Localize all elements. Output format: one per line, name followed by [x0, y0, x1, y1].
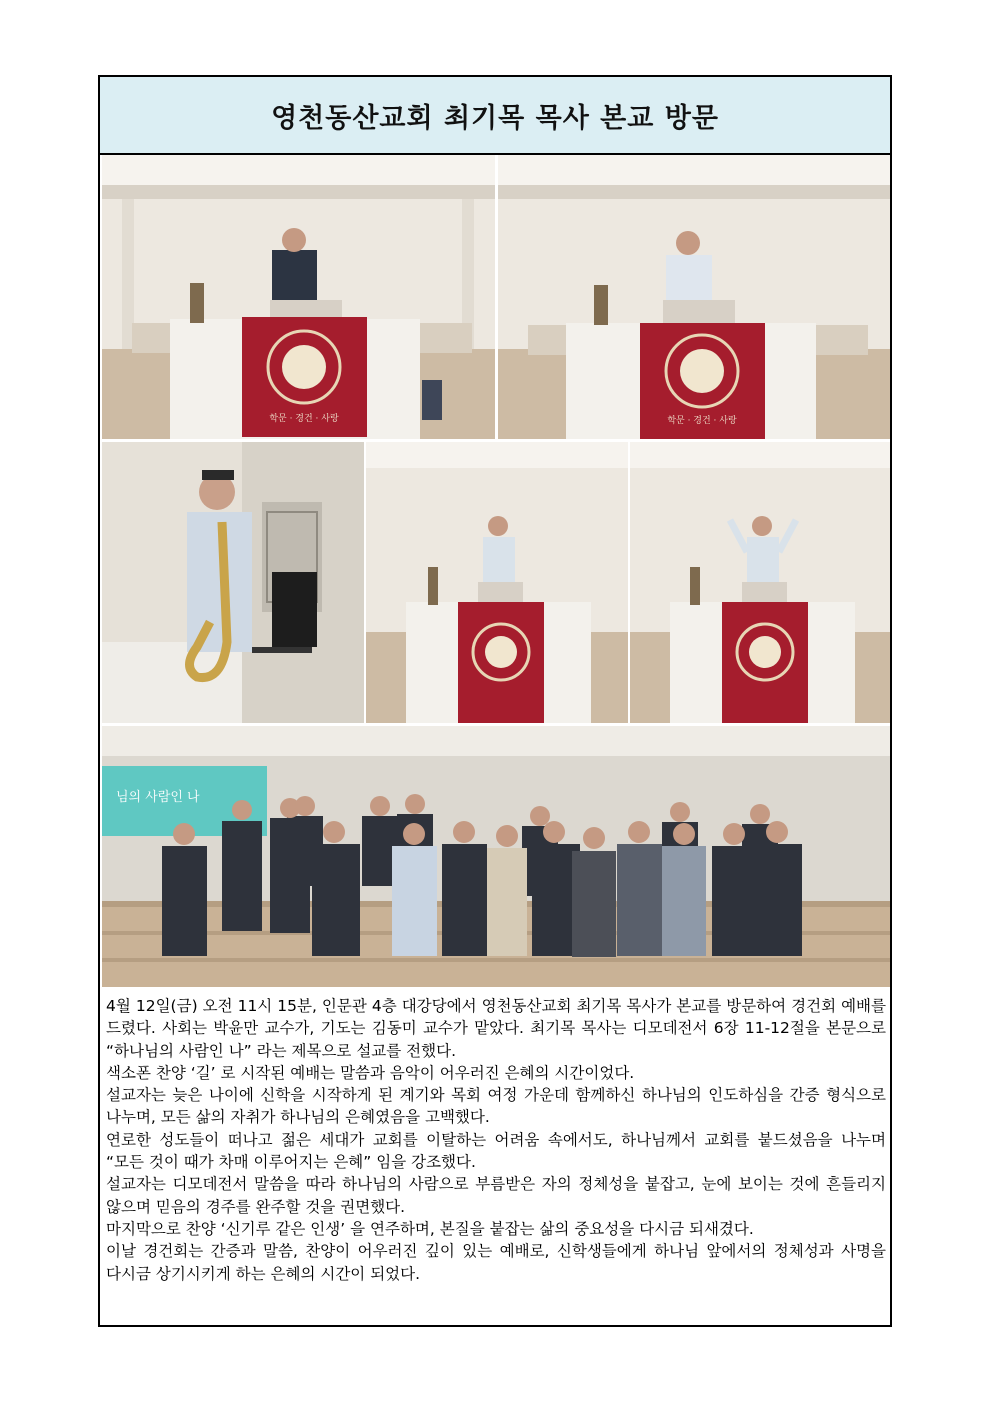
photo-group [102, 726, 890, 987]
photo-preacher-gesture [630, 442, 890, 723]
paragraph: 설교자는 늦은 나이에 신학을 시작하게 된 계기와 목회 여정 가운데 함께하신 하나님의 인도하심을 간증 형식으로 나누며, 모든 삶의 자취가 하나님의 은혜였음을 고백했다. [106, 1086, 886, 1127]
photo-preacher-podium-2 [366, 442, 628, 723]
paragraph: 연로한 성도들이 떠나고 젊은 세대가 교회를 이탈하는 어려움 속에서도, 하나님께서 교회를 붙드셨음을 나누며 “모든 것이 때가 차매 이루어지는 은혜” 임을 강조했다. [106, 1130, 886, 1172]
photo-prayer-podium [498, 155, 890, 439]
banner-motto-2: 학문 · 경건 · 사랑 [667, 416, 737, 426]
document-title: 영천동산교회 최기목 목사 본교 방문 [271, 102, 719, 134]
paragraph: 4월 12일(금) 오전 11시 15분, 인문관 4층 대강당에서 영천동산교회 최기목 목사가 본교를 방문하여 경건회 예배를 드렸다. 사회는 박윤만 교수가, 기도는 김동미 교수가 맡았다. 최기목 목사는 디모데전서 6장 11-12절을 본문으로 “하나님의 사람인 나” 라는 제목으로 설교를 전했다. [106, 997, 886, 1060]
paragraph: 이날 경건회는 간증과 말씀, 찬양이 어우러진 깊이 있는 예배로, 신학생들에게 하나님 앞에서의 정체성과 사명을 다시금 상기시키게 하는 은혜의 시간이 되었다. [106, 1242, 886, 1283]
photo-preacher-podium-1 [102, 155, 495, 439]
paragraph: 설교자는 디모데전서 말씀을 따라 하나님의 사람으로 부름받은 자의 정체성을 붙잡고, 눈에 보이는 것에 흔들리지 않으며 믿음의 경주를 완주할 것을 권면했다. [106, 1175, 886, 1216]
screen-text: 님의 사람인 나 [116, 790, 200, 805]
document-frame [98, 75, 892, 1327]
photo-saxophone-performance [102, 442, 364, 723]
title-bar [100, 77, 890, 155]
article-body [106, 995, 886, 1285]
paragraph: 색소폰 찬양 ‘길’ 로 시작된 예배는 말씀과 음악이 어우러진 은혜의 시간이었다. [106, 1063, 635, 1082]
paragraph: 마지막으로 찬양 ‘신기루 같은 인생’ 을 연주하며, 본질을 붙잡는 삶의 중요성을 다시금 되새겼다. [106, 1219, 754, 1238]
banner-motto-1: 학문 · 경건 · 사랑 [269, 414, 339, 424]
